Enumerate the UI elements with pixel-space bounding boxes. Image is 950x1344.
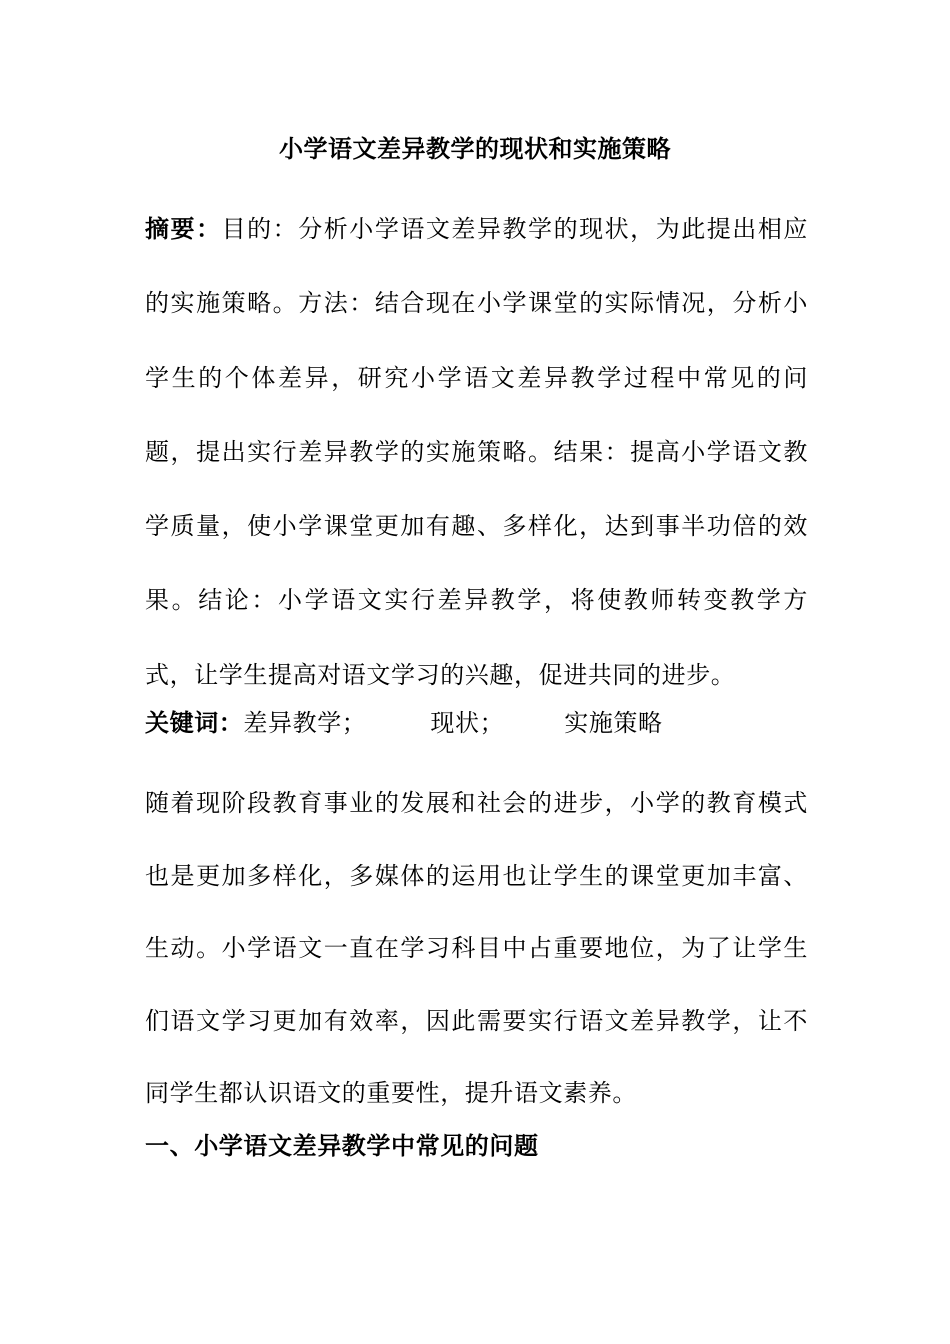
abstract-paragraph bbox=[145, 192, 808, 712]
keywords-line bbox=[145, 703, 808, 743]
document-title: 小学语文差异教学的现状和实施策略 bbox=[279, 134, 671, 163]
keywords-label: 关键词： bbox=[145, 708, 244, 737]
abstract-label: 摘要： bbox=[145, 214, 222, 243]
intro-paragraph: 随着现阶段教育事业的发展和社会的进步，小学的教育模式也是更加多样化，多媒体的运用也让学生的课堂更加丰富、生动。小学语文一直在学习科目中占重要地位，为了让学生们语文学习更加有效率，因此需要实行语文差异教学，让不同学生都认识语文的重要性，提升语文素养。 bbox=[145, 789, 808, 1107]
keyword-item: 差异教学； bbox=[243, 709, 367, 737]
keyword-item: 实施策略 bbox=[564, 709, 663, 737]
section-heading: 一、小学语文差异教学中常见的问题 bbox=[145, 1131, 539, 1160]
keyword-item: 现状； bbox=[430, 709, 505, 737]
abstract-text: 目的：分析小学语文差异教学的现状，为此提出相应的实施策略。方法：结合现在小学课堂的实际情况，分析小学生的个体差异，研究小学语文差异教学过程中常见的问题，提出实行差异教学的实施策略。结果：提高小学语文教学质量，使小学课堂更加有趣、多样化，达到事半功倍的效果。结论：小学语文实行差异教学，将使教师转变教学方式，让学生提高对语文学习的兴趣，促进共同的进步。 bbox=[145, 215, 808, 689]
